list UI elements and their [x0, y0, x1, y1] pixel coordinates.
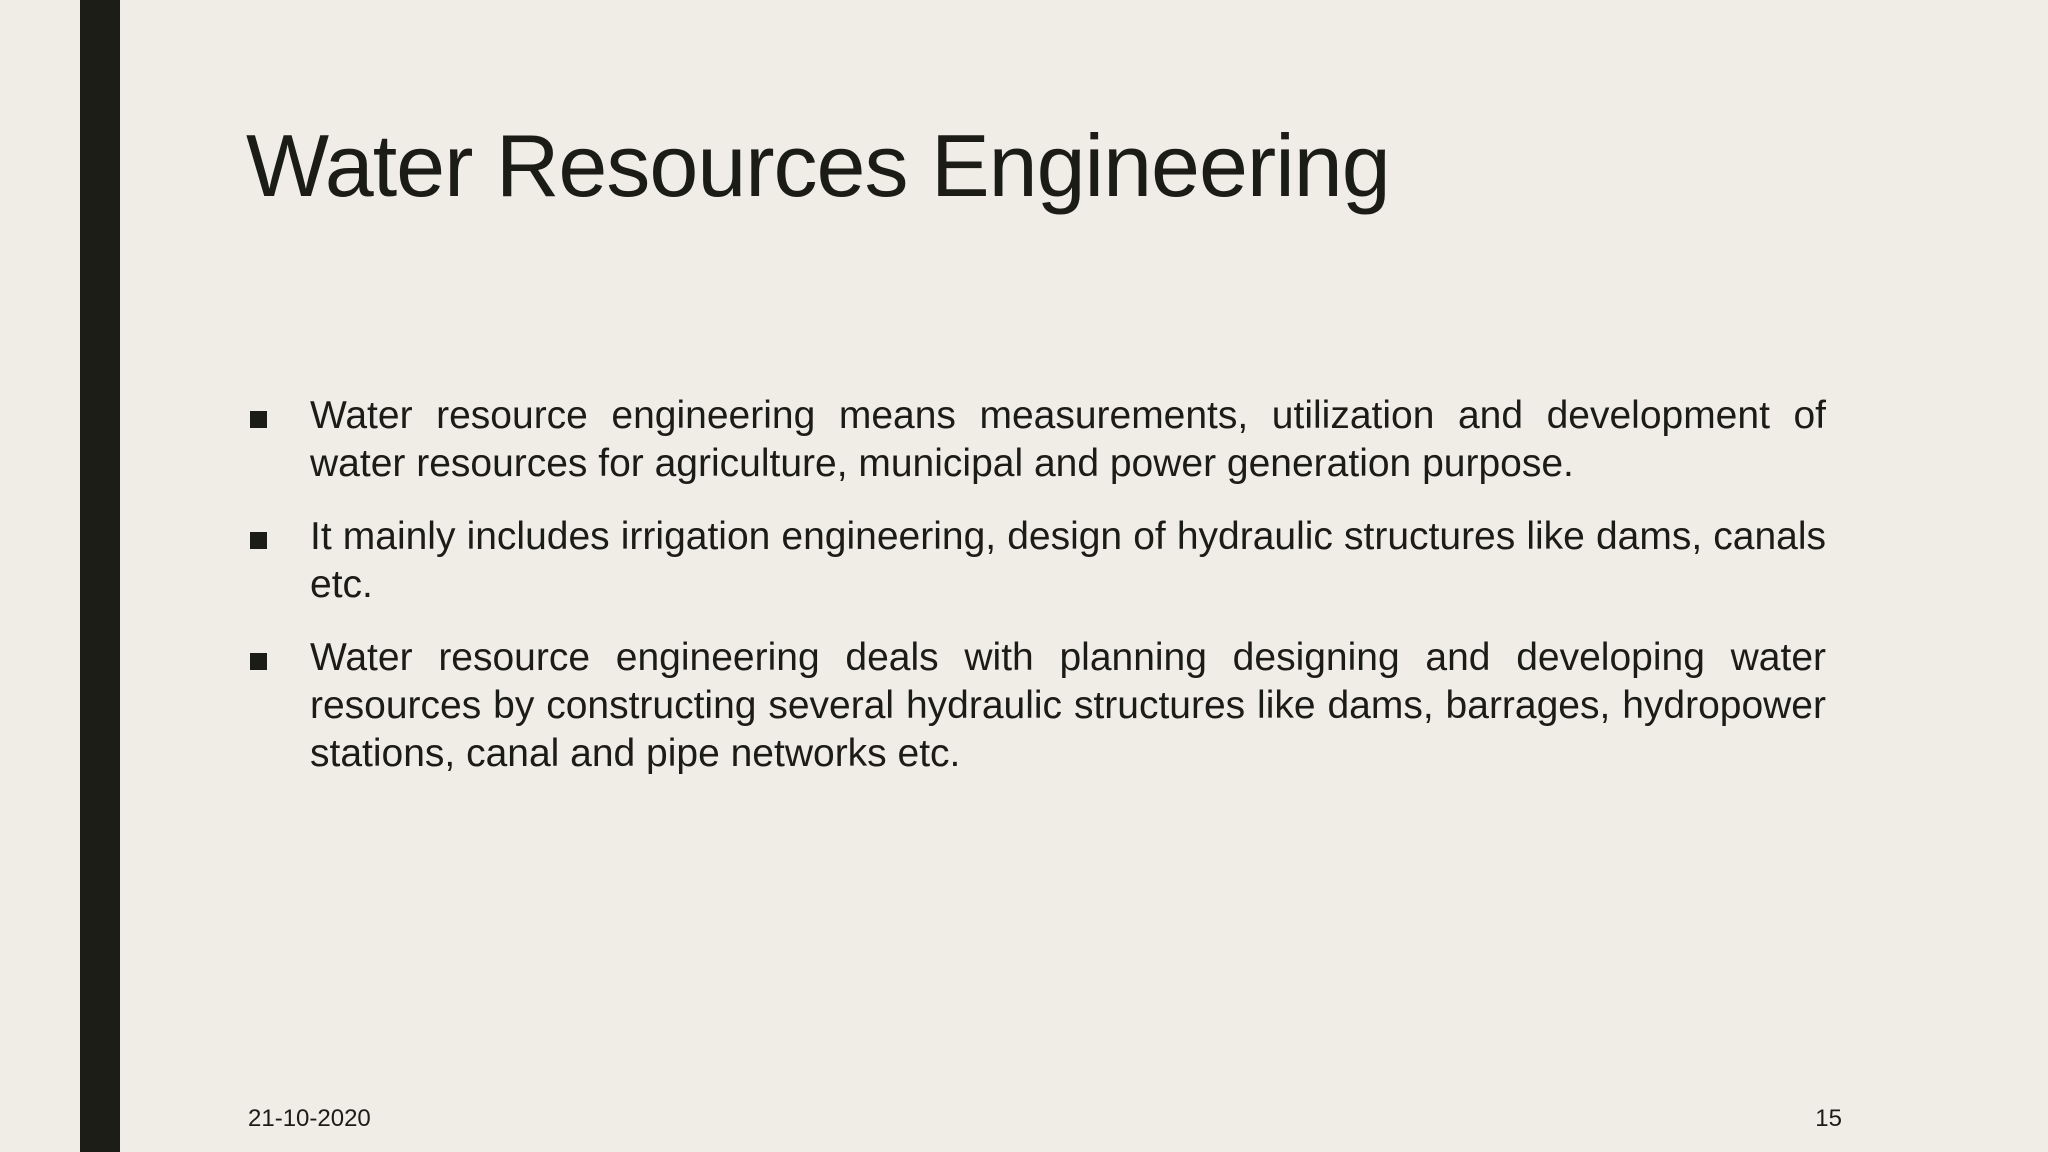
square-bullet-icon [250, 532, 267, 549]
bullet-text: Water resource engineering means measurements, utilization and development of water resources for agriculture, municipal and power generation purpose. [310, 394, 1826, 485]
square-bullet-icon [250, 411, 267, 428]
square-bullet-icon [250, 653, 267, 670]
bullet-text: Water resource engineering deals with planning designing and developing water resources by constructing several hydraulic structures like dams, barrages, hydropower stations, canal and pipe networks etc. [310, 636, 1826, 775]
slide-title: Water Resources Engineering [246, 116, 1390, 215]
footer-date: 21-10-2020 [248, 1105, 371, 1132]
page-number: 15 [1815, 1105, 1842, 1132]
bullet-item [246, 513, 1826, 609]
bullet-item [246, 392, 1826, 488]
bullet-list [246, 392, 1826, 803]
bullet-item [246, 634, 1826, 778]
accent-bar [80, 0, 120, 1152]
bullet-text: It mainly includes irrigation engineering, design of hydraulic structures like dams, canals etc. [310, 515, 1826, 606]
